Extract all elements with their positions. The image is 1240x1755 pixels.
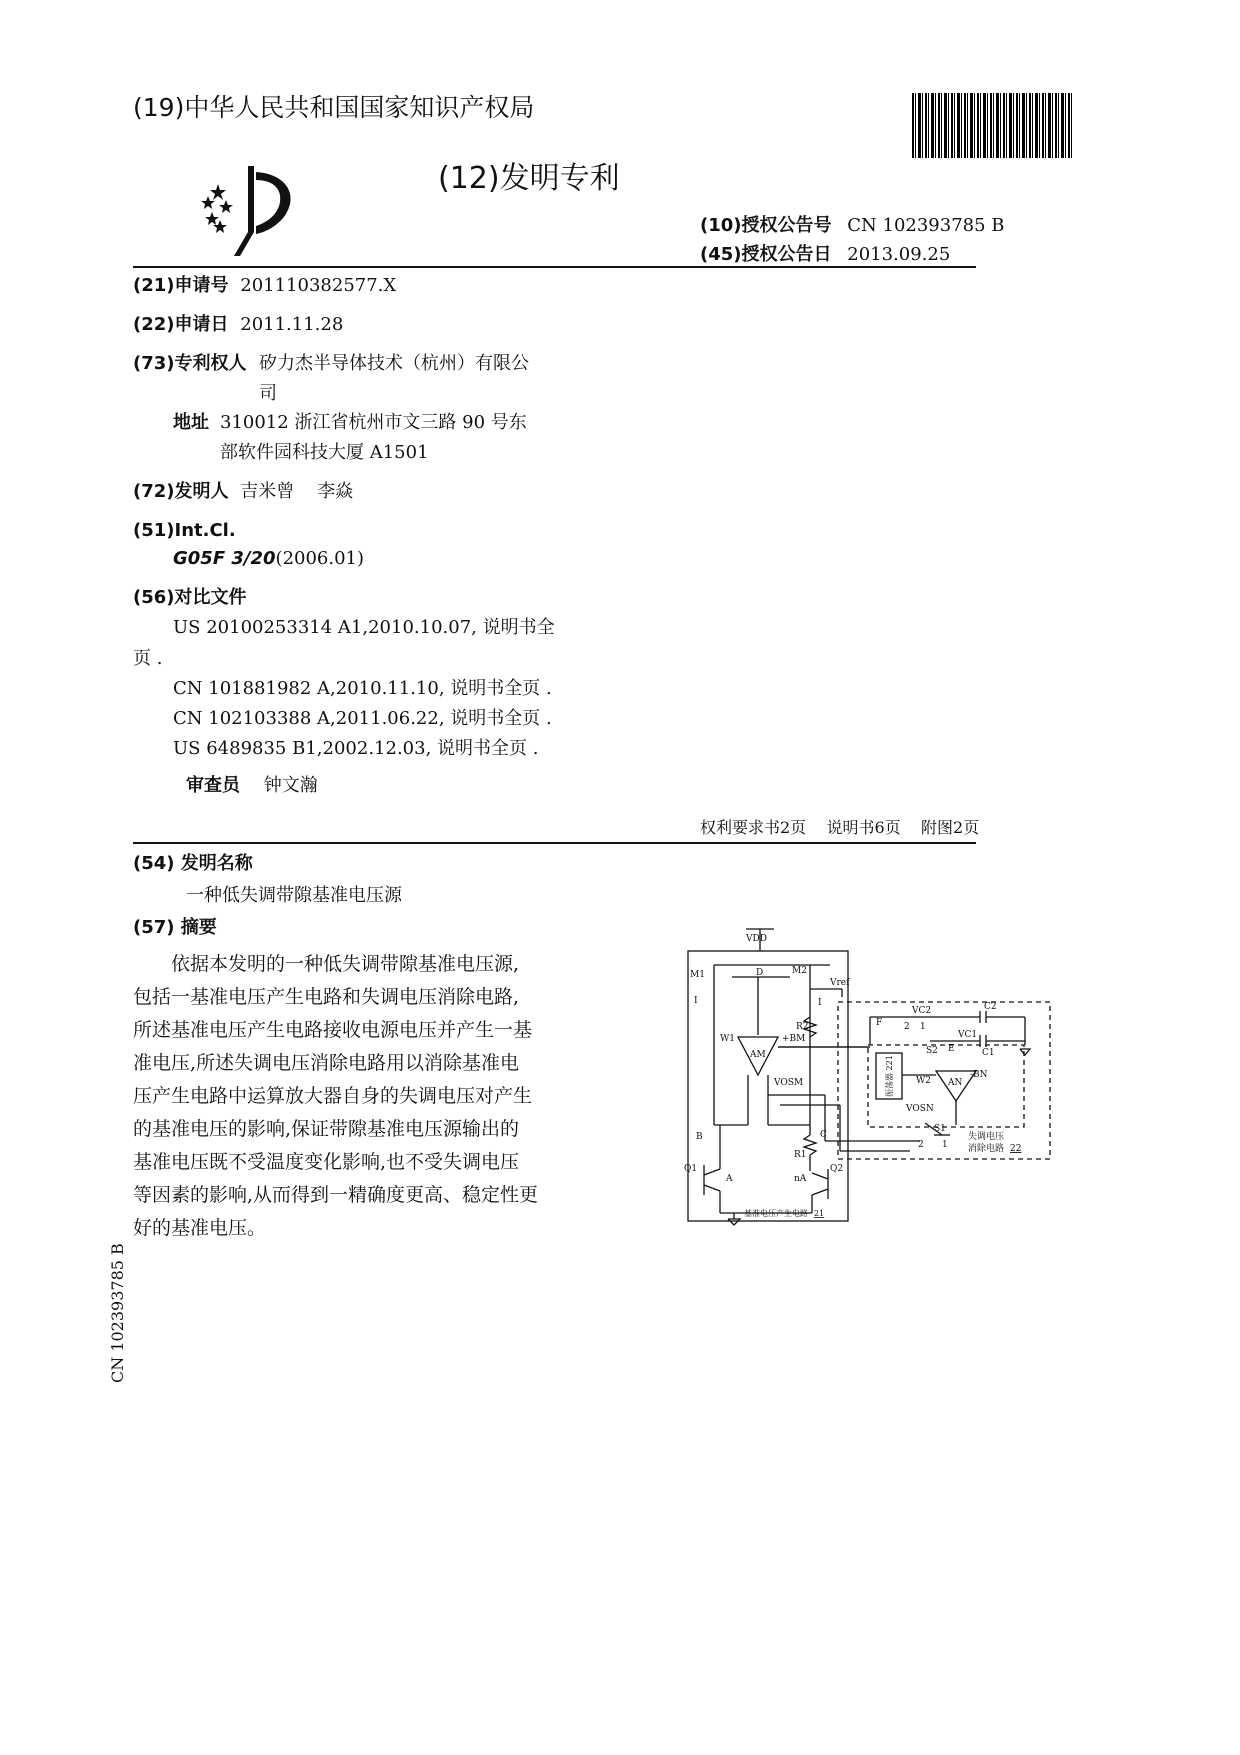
side-patent-number: CN 102393785 B xyxy=(108,1243,127,1383)
cnipa-logo xyxy=(198,160,318,260)
authority-name: (19)中华人民共和国国家知识产权局 xyxy=(133,93,535,122)
examiner-row xyxy=(186,770,318,802)
label-q1: Q1 xyxy=(684,1164,698,1174)
reference-item: 页 . xyxy=(133,648,163,669)
abstract-body xyxy=(133,948,613,1245)
label-e: E xyxy=(948,1044,955,1054)
abstract-line: 准电压,所述失调电压消除电路用以消除基准电 xyxy=(133,1052,520,1074)
label-c2: C2 xyxy=(984,1002,997,1012)
label-q2: Q2 xyxy=(830,1164,844,1174)
abstract-line: 基准电压既不受温度变化影响,也不受失调电压 xyxy=(133,1151,520,1173)
grant-date: 2013.09.25 xyxy=(847,244,951,265)
application-number-label: (21)申请号 xyxy=(133,275,229,296)
abstract-line: 好的基准电压。 xyxy=(133,1217,267,1239)
label-vosm: VOSM xyxy=(774,1078,804,1088)
abstract-line: 所述基准电压产生电路接收电源电压并产生一基 xyxy=(133,1019,533,1041)
document-type: (12)发明专利 xyxy=(438,161,620,196)
abstract-line: 等因素的影响,从而得到一精确度更高、稳定性更 xyxy=(133,1184,539,1206)
label-gen: 基准电压产生电路 xyxy=(744,1209,808,1218)
label-na: nA xyxy=(794,1174,807,1184)
label-node-1-top: 1 xyxy=(920,1022,926,1032)
intcl-row xyxy=(173,543,364,575)
label-f: F xyxy=(876,1018,883,1028)
abstract-line: 依据本发明的一种低失调带隙基准电压源, xyxy=(171,953,520,975)
label-minus-bn: -BN xyxy=(970,1070,988,1080)
assignee-label: (73)专利权人 xyxy=(133,353,247,374)
label-b: B xyxy=(696,1132,703,1142)
inventors-label: (72)发明人 xyxy=(133,481,229,502)
section-rule xyxy=(133,842,976,844)
label-plus-bm: +BM xyxy=(782,1034,806,1044)
abstract-line: 包括一基准电压产生电路和失调电压消除电路, xyxy=(133,986,520,1008)
label-oscillator: 振荡器 221 xyxy=(885,1055,894,1097)
label-c1: C1 xyxy=(982,1048,995,1058)
address-label: 地址 xyxy=(173,412,209,433)
label-vc2: VC2 xyxy=(912,1006,932,1016)
assignee-line2: 司 xyxy=(259,383,277,404)
intcl-version: (2006.01) xyxy=(275,548,365,569)
application-date-row xyxy=(133,309,343,341)
grant-pub-number-label: (10)授权公告号 xyxy=(700,215,832,236)
label-m2: M2 xyxy=(792,966,807,976)
label-offset-1: 失调电压 xyxy=(968,1132,1005,1142)
reference-item: CN 102103388 A,2011.06.22, 说明书全页 . xyxy=(173,708,552,729)
label-offset-no: 22 xyxy=(1010,1144,1022,1154)
label-a: A xyxy=(726,1174,733,1184)
label-c-node: C xyxy=(820,1130,827,1140)
inventors: 吉米曾 李焱 xyxy=(240,481,354,502)
application-date-label: (22)申请日 xyxy=(133,314,229,335)
application-date: 2011.11.28 xyxy=(240,314,344,335)
circuit-diagram xyxy=(680,925,1060,1235)
label-r1: R1 xyxy=(794,1150,807,1160)
label-vosn: VOSN xyxy=(906,1104,934,1114)
reference-item: US 20100253314 A1,2010.10.07, 说明书全 xyxy=(173,617,555,638)
label-w2: W2 xyxy=(916,1076,931,1086)
title-label: (54) 发明名称 xyxy=(133,853,253,874)
intcl-label: (51)Int.Cl. xyxy=(133,520,236,541)
label-node-2-top: 2 xyxy=(904,1022,910,1032)
label-node-2-bottom: 2 xyxy=(918,1140,924,1150)
grant-date-label: (45)授权公告日 xyxy=(700,244,832,265)
header-rule xyxy=(133,266,976,268)
label-node-1-bottom: 1 xyxy=(942,1140,948,1150)
reference-item: US 6489835 B1,2002.12.03, 说明书全页 . xyxy=(173,738,539,759)
label-i-left: I xyxy=(694,996,698,1006)
inventors-row xyxy=(133,476,353,508)
invention-title: 一种低失调带隙基准电压源 xyxy=(186,885,402,906)
label-an: AN xyxy=(948,1078,963,1088)
application-number: 201110382577.X xyxy=(240,275,397,296)
label-i-right: I xyxy=(818,998,822,1008)
label-s1: S1 xyxy=(934,1124,946,1134)
grant-date-row xyxy=(700,240,950,266)
label-vc1: VC1 xyxy=(958,1030,978,1040)
label-offset-2: 消除电路 xyxy=(968,1144,1005,1154)
assignee-line1: 矽力杰半导体技术（杭州）有限公 xyxy=(259,353,529,374)
barcode xyxy=(912,93,1074,158)
label-vdd: VDD xyxy=(746,934,767,944)
address-line1: 310012 浙江省杭州市文三路 90 号东 xyxy=(220,412,527,433)
application-number-row xyxy=(133,270,396,302)
abstract-line: 的基准电压的影响,保证带隙基准电压源输出的 xyxy=(133,1118,520,1140)
abstract-label: (57) 摘要 xyxy=(133,917,217,938)
label-d: D xyxy=(756,968,764,978)
intcl-code: G05F 3/20 xyxy=(173,548,276,569)
label-s2: S2 xyxy=(926,1046,938,1056)
label-r2: R2 xyxy=(796,1022,809,1032)
grant-pub-number-row xyxy=(700,211,1005,237)
label-vref: Vref xyxy=(830,978,850,988)
examiner: 钟文瀚 xyxy=(263,775,318,796)
references-label: (56)对比文件 xyxy=(133,587,247,608)
address-line2: 部软件园科技大厦 A1501 xyxy=(220,442,429,463)
abstract-line: 压产生电路中运算放大器自身的失调电压对产生 xyxy=(133,1085,533,1107)
page-counts: 权利要求书2页 说明书6页 附图2页 xyxy=(700,818,980,837)
examiner-label: 审查员 xyxy=(186,775,240,796)
label-am: AM xyxy=(750,1050,766,1060)
reference-item: CN 101881982 A,2010.11.10, 说明书全页 . xyxy=(173,678,552,699)
label-m1: M1 xyxy=(690,970,705,980)
grant-pub-number: CN 102393785 B xyxy=(847,215,1005,236)
label-gen-no: 21 xyxy=(814,1209,825,1218)
label-w1: W1 xyxy=(720,1034,735,1044)
